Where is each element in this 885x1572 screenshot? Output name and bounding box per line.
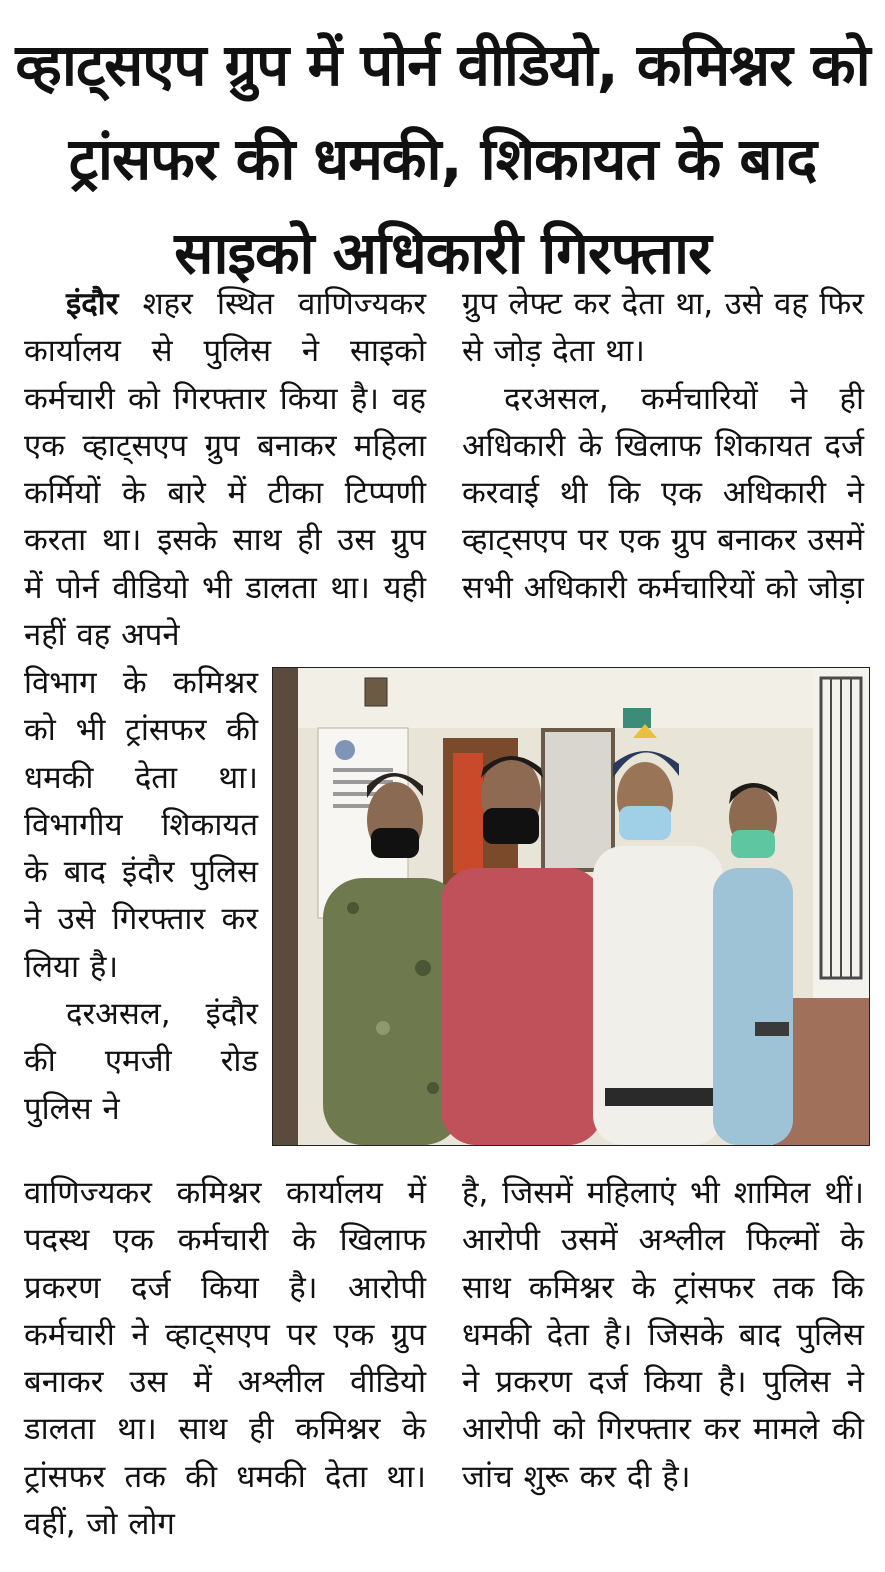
paragraph: ग्रुप लेफ्ट कर देता था, उसे वह फिर से जोड़ देता था। [462, 286, 864, 370]
paragraph: वाणिज्यकर कमिश्नर कार्यालय में पदस्थ एक कर्मचारी के खिलाफ प्रकरण दर्ज किया है। आरोपी कर्मचारी ने व्हाट्सएप पर एक ग्रुप बनाकर उस में अश्लील वीडियो डालता था। साथ ही कमिश्नर के ट्रांसफर तक की धमकी देता था। वहीं, जो लोग [24, 1175, 426, 1543]
dateline: इंदौर [66, 286, 119, 322]
column-1-bottom [24, 1170, 426, 1548]
paragraph: है, जिसमें महिलाएं भी शामिल थीं। आरोपी उसमें अश्लील फिल्मों के साथ कमिश्नर के ट्रांसफर तक कि धमकी देता है। जिसके बाद पुलिस ने प्रकरण दर्ज किया है। पुलिस ने आरोपी को गिरफ्तार कर मामले की जांच शुरू कर दी है। [462, 1175, 864, 1495]
paragraph: दरअसल, इंदौर की एमजी रोड पुलिस ने [24, 996, 258, 1127]
paragraph: दरअसल, कर्मचारियों ने ही अधिकारी के खिलाफ शिकायत दर्ज करवाई थी कि एक अधिकारी ने व्हाट्सएप पर एक ग्रुप बनाकर उसमें सभी अधिकारी कर्मचारियों को जोड़ा [462, 380, 864, 606]
column-1-middle [24, 660, 258, 1133]
paragraph [24, 281, 426, 659]
column-2-bottom [462, 1170, 864, 1501]
column-1-top [24, 281, 426, 659]
news-photo [272, 667, 870, 1146]
paragraph: विभाग के कमिश्नर को भी ट्रांसफर की धमकी देता था। विभागीय शिकायत के बाद इंदौर पुलिस ने उसे गिरफ्तार कर लिया है। [24, 665, 258, 985]
headline: व्हाट्सएप ग्रुप में पोर्न वीडियो, कमिश्नर को ट्रांसफर की धमकी, शिकायत के बाद साइको अधिकारी गिरफ्तार [15, 31, 870, 287]
body-text: शहर स्थित वाणिज्यकर कार्यालय से पुलिस ने साइको कर्मचारी को गिरफ्तार किया है। वह एक व्हाट्सएप ग्रुप बनाकर महिला कर्मियों के बारे में टीका टिप्पणी करता था। इसके साथ ही उस ग्रुप में पोर्न वीडियो भी डालता था। यही नहीं वह अपने [24, 286, 427, 654]
arrest-scene-illustration [273, 668, 869, 1145]
column-2-top [462, 281, 864, 612]
